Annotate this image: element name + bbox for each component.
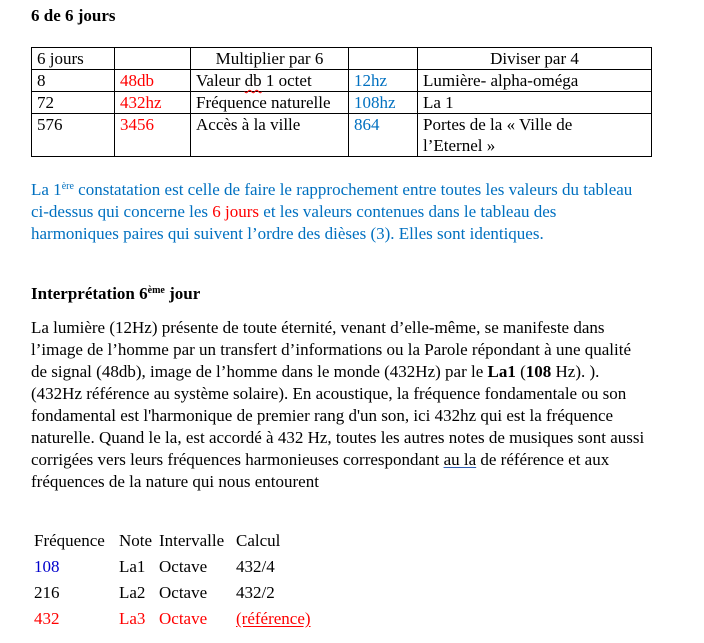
cell-line: Portes de la « Ville de (423, 115, 573, 134)
table-cell: 72 (32, 92, 115, 114)
table-cell: 216 (34, 583, 60, 602)
table-row (32, 92, 652, 114)
table-cell: La2 (119, 583, 146, 602)
table-cell: 432 (34, 609, 60, 628)
text-run: constatation est celle de faire le rapprochement entre toutes les valeurs du tableau ci-dessus qui concerne les (31, 180, 633, 221)
table-cell: 8 (32, 70, 115, 92)
table-cell: Lumière- alpha-oméga (418, 70, 652, 92)
spellcheck-underlined-word: db (244, 71, 262, 90)
underlined-text: (référence) (236, 609, 311, 628)
table-cell: 864 (349, 114, 418, 157)
table-cell: 12hz (349, 70, 418, 92)
cell-text: Valeur (196, 71, 245, 90)
table-row (31, 554, 326, 580)
cell-line: l’Eternel » (423, 136, 496, 155)
text-run: et les valeurs contenues dans le tableau des harmoniques paires qui suivent l’ordre des dièses (3). Elles sont identiques. (31, 202, 557, 243)
table-cell: Fréquence naturelle (191, 92, 349, 114)
table-cell: La1 (119, 557, 146, 576)
table-cell: 3456 (115, 114, 191, 157)
heading-text: Interprétation 6 (31, 284, 148, 303)
table-cell: Octave (159, 557, 208, 576)
table-row (32, 114, 652, 157)
notes-table (31, 528, 326, 632)
table-row (32, 70, 652, 92)
underlined-text: au la (443, 450, 477, 469)
section-title: 6 de 6 jours (31, 6, 116, 25)
table-cell: La3 (119, 609, 146, 628)
text-run: La 1 (31, 180, 62, 199)
table-header-cell: 6 jours (32, 48, 115, 70)
table-cell: 432/2 (236, 583, 275, 602)
table-cell: Accès à la ville (191, 114, 349, 157)
table-cell: 108 (34, 557, 60, 576)
table-cell: La 1 (418, 92, 652, 114)
table-header-cell (349, 48, 418, 70)
highlight-text: 6 jours (212, 202, 260, 221)
table-header-cell: Fréquence (34, 531, 105, 550)
table-cell: 108hz (349, 92, 418, 114)
superscript: ère (61, 181, 74, 192)
table-header-row (31, 528, 326, 554)
table-cell: 576 (32, 114, 115, 157)
text-run: Hz). ). (432Hz référence au système solaire). En acoustique, la fréquence fondamentale ou son fondamental est l'harmonique de premier rang d'un son, ici 432hz qui est la fréquence naturelle. Quand le la, est accordé à 432 Hz, toutes les autres notes de musiques sont aussi corrigées vers leurs fréquences harmonieuses correspondant (31, 362, 645, 469)
text-run: ( (515, 362, 526, 381)
table-header-cell: Calcul (236, 531, 281, 550)
table-header-row (32, 48, 652, 70)
table-header-cell (115, 48, 191, 70)
table-header-cell: Diviser par 4 (418, 48, 652, 70)
text-run: de référence et aux fréquences de la nature qui nous entourent (31, 450, 610, 491)
interpretation-paragraph (31, 317, 646, 493)
table-cell (418, 114, 652, 157)
text-run: La lumière (12Hz) présente de toute éternité, venant d’elle-même, se manifeste dans l’image de l’homme par un transfert d’informations ou la Parole répondant à une qualité de signal (48db), image de l’homme dans le monde (432Hz) par le (31, 318, 631, 381)
days-table (31, 47, 652, 157)
heading-text: jour (164, 284, 201, 303)
table-row (31, 580, 326, 606)
table-row (31, 606, 326, 632)
superscript: ème (147, 285, 165, 296)
bold-text: 108 (525, 362, 552, 381)
table-header-cell: Intervalle (159, 531, 225, 550)
cell-text: 1 octet (261, 71, 312, 90)
table-header-cell: Note (119, 531, 153, 550)
table-cell (236, 606, 326, 632)
interpretation-heading (31, 283, 200, 305)
observation-paragraph (31, 179, 646, 245)
table-header-cell: Multiplier par 6 (191, 48, 349, 70)
table-cell: Octave (159, 609, 208, 628)
table-cell: Octave (159, 583, 208, 602)
table-cell: 48db (115, 70, 191, 92)
bold-text: La1 (487, 362, 516, 381)
table-cell: 432hz (115, 92, 191, 114)
table-cell: 432/4 (236, 557, 275, 576)
table-cell (191, 70, 349, 92)
